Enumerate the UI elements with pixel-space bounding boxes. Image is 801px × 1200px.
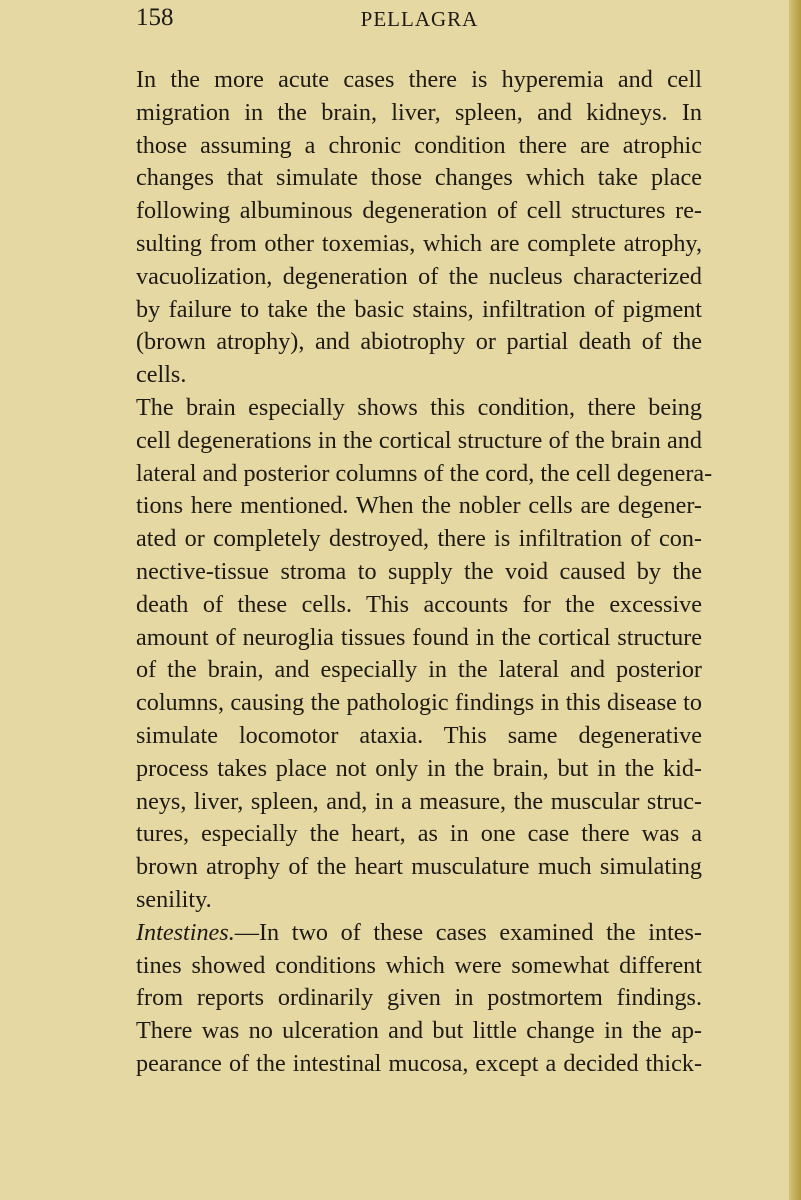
- text-line: [136, 130, 702, 163]
- text-line: [136, 622, 702, 655]
- text-line-content: neys, liver, spleen, and, in a measure, the muscular struc-: [136, 787, 702, 815]
- text-line-content: vacuolization, degeneration of the nucleus characterized: [136, 262, 702, 290]
- text-line: [136, 458, 713, 491]
- text-line: [136, 556, 702, 589]
- text-line-content: tures, especially the heart, as in one case there was a: [136, 820, 702, 848]
- text-line-content: those assuming a chronic condition there are atrophic: [136, 131, 702, 159]
- text-line: [136, 425, 702, 458]
- text-line-content: following albuminous degeneration of cell structures re-: [136, 197, 702, 225]
- section-heading: Intestines.: [136, 918, 235, 946]
- text-line: [136, 392, 702, 425]
- text-line-content: brown atrophy of the heart musculature much simulating: [136, 853, 702, 881]
- text-line: [136, 654, 702, 687]
- text-line-content: nective-tissue stroma to supply the void caused by the: [136, 557, 702, 585]
- text-line: [136, 786, 702, 819]
- text-line-content: changes that simulate those changes which take place: [136, 164, 702, 192]
- text-line-content: The brain especially shows this condition, there being: [136, 393, 702, 421]
- text-line: [136, 917, 702, 950]
- text-line-content: In the more acute cases there is hyperemia and cell: [136, 66, 702, 93]
- text-line: [136, 753, 702, 786]
- text-line-content: process takes place not only in the brain, but in the kid-: [136, 754, 702, 782]
- text-line-content: (brown atrophy), and abiotrophy or partial death of the: [136, 328, 702, 356]
- text-line: [136, 490, 702, 523]
- text-line-content: columns, causing the pathologic findings in this disease to: [136, 689, 702, 717]
- text-line-content: pearance of the intestinal mucosa, except a decided thick-: [136, 1049, 702, 1077]
- body-text: [136, 64, 713, 1081]
- text-line-content: tines showed conditions which were somewhat different: [136, 951, 702, 979]
- text-line: [136, 359, 702, 392]
- text-line-content: cell degenerations in the cortical structure of the brain and: [136, 426, 702, 454]
- text-line: [136, 720, 702, 753]
- text-line-content: of the brain, and especially in the lateral and posterior: [136, 656, 702, 684]
- text-line: [136, 687, 702, 720]
- text-line: [136, 294, 702, 327]
- text-line-content: amount of neuroglia tissues found in the cortical structure: [136, 623, 702, 651]
- text-line: [136, 589, 702, 622]
- page-edge-shadow: [789, 0, 801, 1200]
- page-number: 158: [136, 4, 174, 31]
- running-title: PELLAGRA: [360, 7, 479, 31]
- text-line: [136, 818, 702, 851]
- text-line: [136, 982, 702, 1015]
- text-line-content: —In two of these cases examined the intes-: [234, 918, 702, 946]
- text-line-content: cells.: [136, 361, 187, 389]
- text-line: [136, 851, 702, 884]
- text-line-content: There was no ulceration and but little change in the ap-: [136, 1017, 702, 1045]
- text-line-content: tions here mentioned. When the nobler cells are degener-: [136, 492, 702, 520]
- text-line: [136, 326, 702, 359]
- text-line: [136, 1048, 702, 1081]
- text-line-content: senility.: [136, 885, 212, 913]
- text-line-content: ated or completely destroyed, there is infiltration of con-: [136, 525, 702, 553]
- running-header: [136, 4, 703, 38]
- text-line: [136, 195, 702, 228]
- text-line: [136, 950, 702, 983]
- text-line-content: migration in the brain, liver, spleen, and kidneys. In: [136, 98, 702, 126]
- text-line-content: by failure to take the basic stains, infiltration of pigment: [136, 295, 702, 323]
- text-line: [136, 228, 702, 261]
- text-line-content: death of these cells. This accounts for the excessive: [136, 590, 702, 618]
- text-line-content: lateral and posterior columns of the cord, the cell degenera-: [136, 459, 713, 487]
- text-line: [136, 97, 702, 130]
- text-line-content: sulting from other toxemias, which are complete atrophy,: [136, 229, 702, 257]
- text-line: [136, 162, 702, 195]
- text-line: [136, 523, 702, 556]
- text-line-content: from reports ordinarily given in postmortem findings.: [136, 984, 702, 1012]
- text-line: [136, 1015, 702, 1048]
- text-line: [136, 884, 702, 917]
- text-line-content: simulate locomotor ataxia. This same degenerative: [136, 721, 702, 749]
- text-line: [136, 64, 702, 97]
- text-line: [136, 261, 702, 294]
